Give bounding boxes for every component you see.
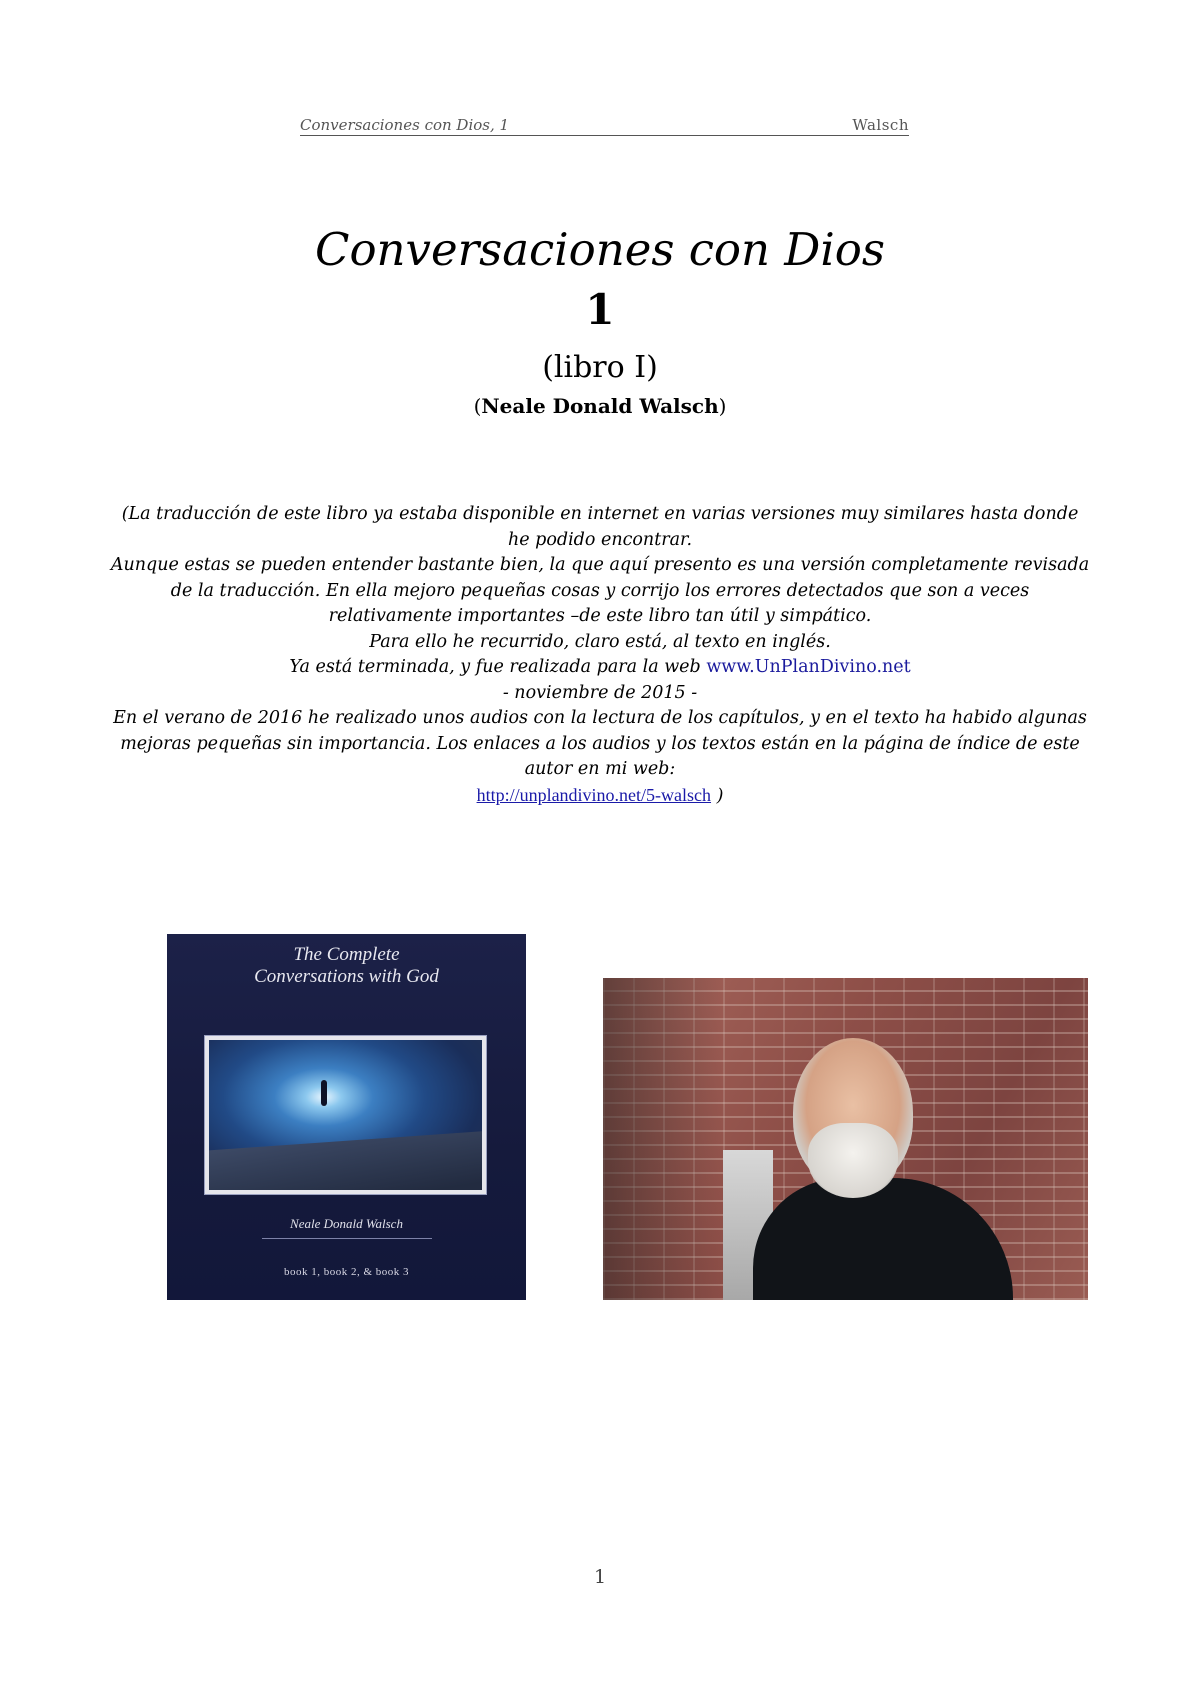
cover-painting-rock bbox=[205, 1128, 486, 1194]
note-paragraph-2: Aunque estas se pueden entender bastante bien, la que aquí presento es una versión completamente revisada de la traducción. En ella mejoro pequeñas cosas y corrijo los errores detectados que son a veces relativamente importantes –de este libro tan útil y simpático. bbox=[110, 555, 1090, 626]
author-name: Neale Donald Walsch bbox=[481, 394, 719, 418]
cover-books: book 1, book 2, & book 3 bbox=[283, 1266, 410, 1278]
cover-title bbox=[167, 944, 526, 988]
author-close-paren: ) bbox=[718, 394, 727, 418]
photo-shadow bbox=[603, 978, 723, 1300]
note-web-prefix: Ya está terminada, y fue realizada para la web bbox=[289, 657, 707, 677]
note-paragraph-3: Para ello he recurrido, claro está, al texto en inglés. bbox=[369, 631, 831, 652]
book-subtitle: (libro I) bbox=[542, 350, 658, 385]
photo-body bbox=[753, 1178, 1013, 1300]
note-paragraph-7 bbox=[110, 783, 1090, 810]
book-title: Conversaciones con Dios bbox=[315, 223, 885, 276]
book-cover-image bbox=[167, 934, 526, 1300]
author-open-paren: ( bbox=[473, 394, 482, 418]
cover-title-line-2: Conversations with God bbox=[254, 966, 439, 987]
author-photo bbox=[603, 978, 1088, 1300]
book-volume: 1 bbox=[585, 285, 615, 334]
author-index-link[interactable]: http://unplandivino.net/5-walsch bbox=[476, 784, 712, 805]
cover-painting-figure bbox=[321, 1080, 327, 1106]
cover-divider bbox=[262, 1238, 432, 1239]
running-author: Walsch bbox=[852, 116, 909, 134]
running-title: Conversaciones con Dios, 1 bbox=[300, 116, 510, 134]
book-author bbox=[0, 392, 1200, 420]
note-closing-paren: ) bbox=[711, 785, 724, 806]
running-header bbox=[300, 116, 909, 136]
note-paragraph-4 bbox=[110, 655, 1090, 681]
website-link[interactable]: www.UnPlanDivino.net bbox=[706, 657, 911, 677]
note-paragraph-6: En el verano de 2016 he realizado unos audios con la lectura de los capítulos, y en el texto ha habido algunas mejoras pequeñas sin importancia. Los enlaces a los audios y los textos están en la página de índice de este autor en mi web: bbox=[113, 708, 1087, 779]
cover-painting bbox=[205, 1036, 486, 1194]
cover-author: Neale Donald Walsch bbox=[290, 1216, 403, 1231]
title-block bbox=[0, 222, 1200, 420]
page-number: 1 bbox=[593, 1566, 607, 1588]
photo-beard bbox=[808, 1123, 898, 1198]
cover-title-line-1: The Complete bbox=[293, 944, 400, 965]
note-date: - noviembre de 2015 - bbox=[502, 682, 698, 703]
note-paragraph-1: (La traducción de este libro ya estaba disponible en internet en varias versiones muy similares hasta donde he podido encontrar. bbox=[121, 504, 1079, 550]
translator-note bbox=[110, 502, 1090, 809]
